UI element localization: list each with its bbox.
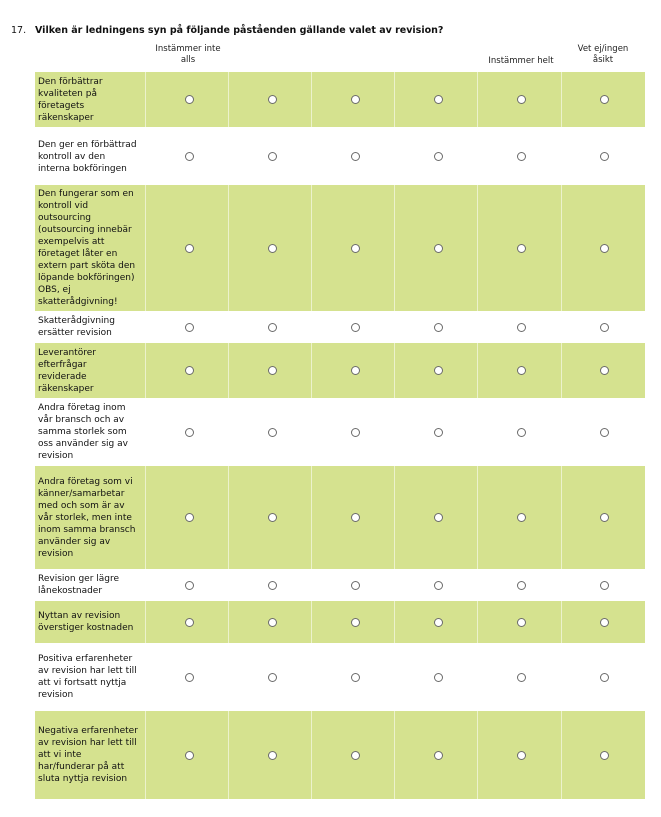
radio-option-2[interactable] bbox=[268, 428, 277, 437]
statement-row bbox=[35, 343, 645, 398]
radio-no-opinion[interactable] bbox=[600, 428, 609, 437]
radio-option-4[interactable] bbox=[434, 618, 443, 627]
question-number: 17. bbox=[11, 25, 27, 36]
radio-no-opinion[interactable] bbox=[600, 513, 609, 522]
radio-no-opinion[interactable] bbox=[600, 95, 609, 104]
radio-option-3[interactable] bbox=[351, 152, 360, 161]
radio-option-4[interactable] bbox=[434, 751, 443, 760]
column-divider bbox=[228, 466, 229, 569]
radio-option-5[interactable] bbox=[517, 152, 526, 161]
radio-option-4[interactable] bbox=[434, 152, 443, 161]
column-divider bbox=[311, 343, 312, 398]
radio-option-4[interactable] bbox=[434, 366, 443, 375]
column-divider bbox=[561, 711, 562, 799]
column-divider bbox=[561, 343, 562, 398]
radio-option-1[interactable] bbox=[185, 428, 194, 437]
scale-low-label: Instämmer inte alls bbox=[155, 44, 221, 65]
column-divider bbox=[311, 601, 312, 643]
radio-option-3[interactable] bbox=[351, 581, 360, 590]
radio-no-opinion[interactable] bbox=[600, 244, 609, 253]
column-divider bbox=[561, 466, 562, 569]
statement-text: Nyttan av revision överstiger kostnaden bbox=[38, 611, 134, 633]
radio-option-5[interactable] bbox=[517, 428, 526, 437]
statement-text: Positiva erfarenheter av revision har lett till att vi fortsatt nyttja revision bbox=[38, 654, 137, 700]
column-divider bbox=[145, 185, 146, 311]
column-divider bbox=[228, 601, 229, 643]
radio-option-3[interactable] bbox=[351, 95, 360, 104]
radio-option-4[interactable] bbox=[434, 581, 443, 590]
column-divider bbox=[228, 711, 229, 799]
radio-no-opinion[interactable] bbox=[600, 673, 609, 682]
radio-option-4[interactable] bbox=[434, 244, 443, 253]
radio-no-opinion[interactable] bbox=[600, 618, 609, 627]
column-divider bbox=[311, 711, 312, 799]
radio-option-5[interactable] bbox=[517, 323, 526, 332]
radio-option-1[interactable] bbox=[185, 751, 194, 760]
statement-row bbox=[35, 72, 645, 127]
radio-option-3[interactable] bbox=[351, 673, 360, 682]
statement-text: Leverantörer efterfrågar reviderade räkenskaper bbox=[38, 347, 96, 394]
radio-option-5[interactable] bbox=[517, 513, 526, 522]
radio-option-1[interactable] bbox=[185, 366, 194, 375]
radio-option-5[interactable] bbox=[517, 581, 526, 590]
column-divider bbox=[145, 466, 146, 569]
radio-option-3[interactable] bbox=[351, 513, 360, 522]
column-divider bbox=[477, 343, 478, 398]
column-divider bbox=[228, 72, 229, 127]
column-divider bbox=[311, 72, 312, 127]
statement-row bbox=[35, 570, 645, 600]
statement-text: Den fungerar som en kontroll vid outsourcing (outsourcing innebär exempelvis att företaget låter en extern part sköta den löpande bokföringen) OBS, ej skatterådgivning! bbox=[38, 189, 136, 307]
column-divider bbox=[145, 601, 146, 643]
radio-no-opinion[interactable] bbox=[600, 751, 609, 760]
radio-option-3[interactable] bbox=[351, 323, 360, 332]
column-divider bbox=[145, 711, 146, 799]
radio-option-2[interactable] bbox=[268, 323, 277, 332]
radio-option-5[interactable] bbox=[517, 366, 526, 375]
radio-no-opinion[interactable] bbox=[600, 152, 609, 161]
statement-text: Skatterådgivning ersätter revision bbox=[38, 316, 115, 338]
radio-option-3[interactable] bbox=[351, 751, 360, 760]
column-divider bbox=[477, 185, 478, 311]
radio-option-1[interactable] bbox=[185, 152, 194, 161]
question-header bbox=[11, 25, 443, 36]
statement-row bbox=[35, 129, 645, 184]
radio-option-4[interactable] bbox=[434, 95, 443, 104]
column-divider bbox=[394, 185, 395, 311]
radio-option-2[interactable] bbox=[268, 751, 277, 760]
column-divider bbox=[311, 185, 312, 311]
radio-option-5[interactable] bbox=[517, 673, 526, 682]
radio-option-2[interactable] bbox=[268, 673, 277, 682]
radio-option-3[interactable] bbox=[351, 244, 360, 253]
column-divider bbox=[477, 711, 478, 799]
column-divider bbox=[394, 343, 395, 398]
column-divider bbox=[561, 185, 562, 311]
column-divider bbox=[561, 601, 562, 643]
statement-row bbox=[35, 644, 645, 710]
column-divider bbox=[311, 466, 312, 569]
radio-option-4[interactable] bbox=[434, 323, 443, 332]
radio-option-2[interactable] bbox=[268, 244, 277, 253]
radio-no-opinion[interactable] bbox=[600, 366, 609, 375]
statement-row bbox=[35, 601, 645, 643]
statement-text: Den ger en förbättrad kontroll av den interna bokföringen bbox=[38, 139, 137, 174]
radio-option-1[interactable] bbox=[185, 618, 194, 627]
radio-option-2[interactable] bbox=[268, 618, 277, 627]
statement-row bbox=[35, 466, 645, 569]
column-divider bbox=[228, 343, 229, 398]
radio-option-1[interactable] bbox=[185, 95, 194, 104]
column-divider bbox=[145, 343, 146, 398]
scale-high-label: Instämmer helt bbox=[488, 56, 554, 66]
scale-na-label: Vet ej/ingen åsikt bbox=[577, 44, 629, 65]
radio-option-3[interactable] bbox=[351, 366, 360, 375]
column-divider bbox=[477, 466, 478, 569]
statement-text: Negativa erfarenheter av revision har lett till att vi inte har/funderar på att sluta nyttja revision bbox=[38, 726, 138, 784]
statement-row bbox=[35, 185, 645, 311]
column-divider bbox=[394, 72, 395, 127]
radio-option-4[interactable] bbox=[434, 673, 443, 682]
radio-option-2[interactable] bbox=[268, 152, 277, 161]
radio-no-opinion[interactable] bbox=[600, 323, 609, 332]
statement-text: Revision ger lägre lånekostnader bbox=[38, 574, 120, 596]
column-divider bbox=[394, 711, 395, 799]
radio-option-3[interactable] bbox=[351, 618, 360, 627]
radio-option-4[interactable] bbox=[434, 428, 443, 437]
radio-option-5[interactable] bbox=[517, 244, 526, 253]
column-divider bbox=[561, 72, 562, 127]
column-divider bbox=[477, 72, 478, 127]
statement-text: Den förbättrar kvaliteten på företagets räkenskaper bbox=[38, 76, 103, 123]
radio-option-1[interactable] bbox=[185, 581, 194, 590]
radio-option-5[interactable] bbox=[517, 751, 526, 760]
radio-option-1[interactable] bbox=[185, 323, 194, 332]
radio-option-3[interactable] bbox=[351, 428, 360, 437]
statement-text: Andra företag som vi känner/samarbetar med och som är av vår storlek, men inte inom samma bransch använder sig av revision bbox=[38, 476, 136, 559]
radio-option-5[interactable] bbox=[517, 618, 526, 627]
radio-option-2[interactable] bbox=[268, 581, 277, 590]
column-divider bbox=[477, 601, 478, 643]
column-divider bbox=[394, 601, 395, 643]
statement-row bbox=[35, 711, 645, 799]
radio-option-1[interactable] bbox=[185, 244, 194, 253]
statement-text: Andra företag inom vår bransch och av samma storlek som oss använder sig av revision bbox=[38, 403, 128, 461]
statement-row bbox=[35, 399, 645, 465]
statement-row bbox=[35, 312, 645, 342]
radio-option-5[interactable] bbox=[517, 95, 526, 104]
radio-option-4[interactable] bbox=[434, 513, 443, 522]
radio-no-opinion[interactable] bbox=[600, 581, 609, 590]
radio-option-2[interactable] bbox=[268, 95, 277, 104]
column-divider bbox=[228, 185, 229, 311]
column-divider bbox=[145, 72, 146, 127]
radio-option-2[interactable] bbox=[268, 513, 277, 522]
column-divider bbox=[394, 466, 395, 569]
radio-option-1[interactable] bbox=[185, 673, 194, 682]
radio-option-1[interactable] bbox=[185, 513, 194, 522]
question-title: Vilken är ledningens syn på följande påståenden gällande valet av revision? bbox=[35, 25, 444, 36]
radio-option-2[interactable] bbox=[268, 366, 277, 375]
